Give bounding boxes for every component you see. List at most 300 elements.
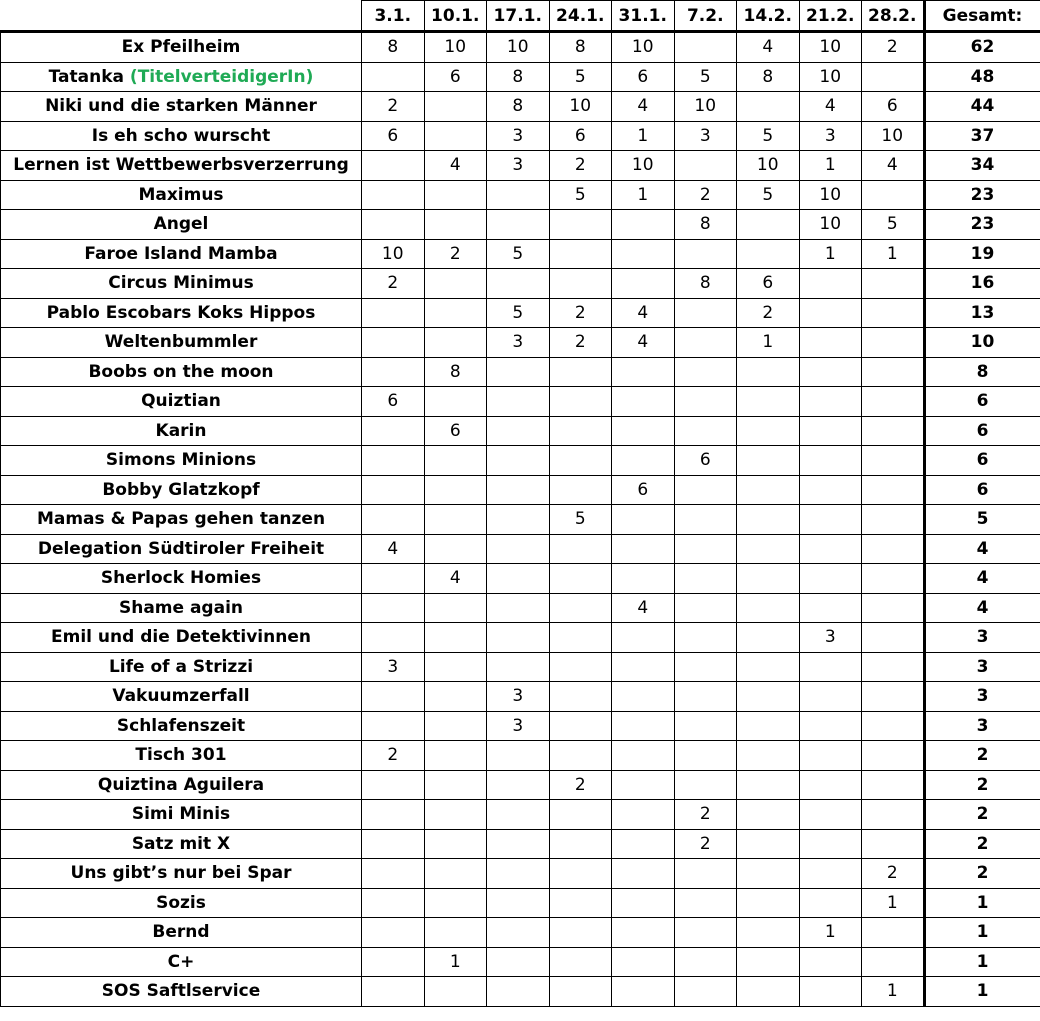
score-cell: 3 xyxy=(362,652,425,682)
score-cell xyxy=(862,475,925,505)
table-row xyxy=(1,62,1040,92)
score-cell: 4 xyxy=(424,564,487,594)
score-cell xyxy=(487,564,550,594)
score-cell xyxy=(674,977,737,1007)
score-cell: 2 xyxy=(362,269,425,299)
team-name-cell xyxy=(1,770,362,800)
score-cell xyxy=(862,800,925,830)
score-cell xyxy=(862,328,925,358)
score-cell xyxy=(487,534,550,564)
score-cell xyxy=(612,564,675,594)
score-cell xyxy=(362,711,425,741)
table-row xyxy=(1,121,1040,151)
score-cell: 6 xyxy=(737,269,800,299)
score-cell xyxy=(362,564,425,594)
team-name-cell xyxy=(1,446,362,476)
score-cell: 4 xyxy=(612,328,675,358)
score-cell xyxy=(612,741,675,771)
team-name: Life of a Strizzi xyxy=(108,656,254,677)
score-cell xyxy=(424,298,487,328)
score-cell xyxy=(549,800,612,830)
score-cell xyxy=(549,564,612,594)
table-row xyxy=(1,682,1040,712)
score-cell xyxy=(674,918,737,948)
score-cell: 1 xyxy=(862,239,925,269)
table-row xyxy=(1,564,1040,594)
score-cell: 4 xyxy=(362,534,425,564)
score-cell: 5 xyxy=(549,505,612,535)
score-cell: 5 xyxy=(487,239,550,269)
score-cell xyxy=(862,534,925,564)
score-cell: 4 xyxy=(612,298,675,328)
score-cell xyxy=(737,446,800,476)
score-cell xyxy=(799,888,862,918)
score-cell: 2 xyxy=(424,239,487,269)
score-cell xyxy=(674,593,737,623)
score-cell: 5 xyxy=(487,298,550,328)
score-cell xyxy=(424,387,487,417)
score-cell xyxy=(612,977,675,1007)
score-cell xyxy=(674,32,737,63)
score-cell xyxy=(549,652,612,682)
score-cell xyxy=(737,387,800,417)
score-cell xyxy=(362,446,425,476)
score-cell xyxy=(424,505,487,535)
score-cell: 10 xyxy=(862,121,925,151)
score-cell xyxy=(737,977,800,1007)
score-cell: 6 xyxy=(362,121,425,151)
score-cell xyxy=(424,829,487,859)
score-cell xyxy=(424,977,487,1007)
team-name-cell xyxy=(1,180,362,210)
team-name-cell xyxy=(1,593,362,623)
team-name-cell xyxy=(1,328,362,358)
header-date-cell: 7.2. xyxy=(674,1,737,32)
total-cell: 19 xyxy=(924,239,1040,269)
score-cell xyxy=(362,918,425,948)
table-row xyxy=(1,475,1040,505)
score-cell: 1 xyxy=(799,239,862,269)
team-name-cell xyxy=(1,416,362,446)
score-cell xyxy=(737,918,800,948)
total-cell: 34 xyxy=(924,151,1040,181)
score-cell: 5 xyxy=(549,180,612,210)
score-cell xyxy=(612,652,675,682)
score-cell xyxy=(799,829,862,859)
score-cell: 4 xyxy=(737,32,800,63)
score-cell xyxy=(549,475,612,505)
score-cell xyxy=(487,800,550,830)
score-cell xyxy=(362,770,425,800)
score-cell: 1 xyxy=(612,180,675,210)
score-cell xyxy=(799,770,862,800)
total-cell: 1 xyxy=(924,918,1040,948)
table-row xyxy=(1,32,1040,63)
score-cell xyxy=(674,298,737,328)
total-cell: 2 xyxy=(924,770,1040,800)
table-row xyxy=(1,298,1040,328)
score-cell: 8 xyxy=(737,62,800,92)
score-cell xyxy=(487,357,550,387)
score-cell xyxy=(362,623,425,653)
score-cell xyxy=(362,210,425,240)
header-date-cell: 31.1. xyxy=(612,1,675,32)
score-cell xyxy=(737,888,800,918)
score-cell xyxy=(862,298,925,328)
score-cell xyxy=(362,151,425,181)
team-name-cell xyxy=(1,859,362,889)
score-cell: 3 xyxy=(799,623,862,653)
team-name-cell xyxy=(1,682,362,712)
score-cell xyxy=(612,387,675,417)
team-name: Quiztina Aguilera xyxy=(97,774,265,795)
header-row xyxy=(1,1,1040,32)
score-cell xyxy=(674,416,737,446)
score-cell: 4 xyxy=(799,92,862,122)
header-date-cell: 21.2. xyxy=(799,1,862,32)
score-cell xyxy=(799,534,862,564)
total-cell: 1 xyxy=(924,977,1040,1007)
total-cell: 5 xyxy=(924,505,1040,535)
score-cell xyxy=(362,829,425,859)
score-cell: 10 xyxy=(424,32,487,63)
score-cell xyxy=(424,741,487,771)
score-cell xyxy=(799,564,862,594)
score-cell xyxy=(862,446,925,476)
table-row xyxy=(1,416,1040,446)
score-cell xyxy=(674,151,737,181)
team-name-cell xyxy=(1,387,362,417)
score-cell: 10 xyxy=(612,151,675,181)
score-cell xyxy=(612,888,675,918)
team-name: Bernd xyxy=(152,922,210,943)
score-cell xyxy=(487,947,550,977)
team-name: Boobs on the moon xyxy=(88,361,274,382)
score-cell: 3 xyxy=(487,682,550,712)
team-name-cell xyxy=(1,888,362,918)
score-cell xyxy=(799,652,862,682)
score-cell xyxy=(862,829,925,859)
team-name: Angel xyxy=(153,214,209,235)
score-cell: 8 xyxy=(549,32,612,63)
score-cell xyxy=(362,416,425,446)
score-cell xyxy=(737,357,800,387)
total-cell: 1 xyxy=(924,947,1040,977)
score-cell: 10 xyxy=(737,151,800,181)
table-row xyxy=(1,328,1040,358)
team-name-cell xyxy=(1,298,362,328)
score-cell: 5 xyxy=(737,121,800,151)
score-cell: 10 xyxy=(799,180,862,210)
total-cell: 10 xyxy=(924,328,1040,358)
score-cell xyxy=(862,770,925,800)
score-cell: 2 xyxy=(674,180,737,210)
table-row xyxy=(1,210,1040,240)
team-name-cell xyxy=(1,210,362,240)
team-name: Ex Pfeilheim xyxy=(121,37,241,58)
score-cell xyxy=(799,357,862,387)
score-cell xyxy=(549,682,612,712)
table-row xyxy=(1,180,1040,210)
score-cell xyxy=(862,505,925,535)
team-name-cell xyxy=(1,918,362,948)
total-cell: 2 xyxy=(924,859,1040,889)
score-cell xyxy=(362,328,425,358)
score-cell xyxy=(799,269,862,299)
team-name: Weltenbummler xyxy=(104,332,258,353)
score-cell: 10 xyxy=(362,239,425,269)
score-cell: 6 xyxy=(612,475,675,505)
total-cell: 6 xyxy=(924,416,1040,446)
score-cell: 6 xyxy=(424,416,487,446)
score-cell xyxy=(737,564,800,594)
team-name-cell xyxy=(1,151,362,181)
score-cell: 2 xyxy=(737,298,800,328)
score-cell xyxy=(612,446,675,476)
score-cell xyxy=(487,387,550,417)
team-name-cell xyxy=(1,977,362,1007)
table-header xyxy=(1,1,1040,32)
score-cell xyxy=(424,888,487,918)
score-cell xyxy=(362,357,425,387)
score-cell xyxy=(487,918,550,948)
score-cell xyxy=(424,446,487,476)
score-cell xyxy=(862,416,925,446)
team-name-cell xyxy=(1,357,362,387)
score-cell xyxy=(424,652,487,682)
score-cell xyxy=(612,711,675,741)
score-cell: 4 xyxy=(612,593,675,623)
score-cell: 2 xyxy=(549,328,612,358)
score-cell xyxy=(674,859,737,889)
score-cell xyxy=(674,682,737,712)
score-cell xyxy=(424,534,487,564)
total-cell: 23 xyxy=(924,180,1040,210)
score-cell xyxy=(549,741,612,771)
score-cell xyxy=(674,741,737,771)
score-cell: 2 xyxy=(862,32,925,63)
score-cell xyxy=(549,977,612,1007)
total-cell: 3 xyxy=(924,682,1040,712)
score-cell: 2 xyxy=(862,859,925,889)
score-cell xyxy=(424,180,487,210)
score-cell xyxy=(862,918,925,948)
team-name: Uns gibt’s nur bei Spar xyxy=(70,863,292,884)
score-cell xyxy=(612,210,675,240)
team-name-cell xyxy=(1,534,362,564)
score-cell: 5 xyxy=(862,210,925,240)
score-cell xyxy=(612,623,675,653)
total-cell: 16 xyxy=(924,269,1040,299)
score-cell: 1 xyxy=(799,151,862,181)
score-cell xyxy=(737,416,800,446)
team-name: Vakuumzerfall xyxy=(112,686,250,707)
score-cell xyxy=(674,652,737,682)
score-cell xyxy=(612,357,675,387)
score-cell xyxy=(549,357,612,387)
score-cell xyxy=(737,682,800,712)
header-total-cell: Gesamt: xyxy=(924,1,1040,32)
total-cell: 6 xyxy=(924,387,1040,417)
score-cell: 6 xyxy=(362,387,425,417)
score-cell xyxy=(424,92,487,122)
table-row xyxy=(1,770,1040,800)
total-cell: 48 xyxy=(924,62,1040,92)
score-cell xyxy=(549,859,612,889)
team-note: (TitelverteidigerIn) xyxy=(129,66,314,87)
score-cell xyxy=(799,387,862,417)
score-cell xyxy=(549,593,612,623)
score-cell xyxy=(424,711,487,741)
score-cell: 8 xyxy=(487,92,550,122)
score-cell xyxy=(674,505,737,535)
score-cell: 1 xyxy=(424,947,487,977)
score-cell: 4 xyxy=(862,151,925,181)
team-name: SOS Saftlservice xyxy=(101,981,261,1002)
score-cell xyxy=(549,888,612,918)
score-cell xyxy=(487,446,550,476)
header-date-cell: 24.1. xyxy=(549,1,612,32)
team-name-cell xyxy=(1,475,362,505)
score-cell xyxy=(674,475,737,505)
team-name-cell xyxy=(1,564,362,594)
team-name: Tisch 301 xyxy=(135,745,227,766)
team-name: Karin xyxy=(155,420,207,441)
team-name: C+ xyxy=(167,951,195,972)
team-name-cell xyxy=(1,505,362,535)
score-cell xyxy=(862,564,925,594)
team-name: Is eh scho wurscht xyxy=(91,125,271,146)
score-cell xyxy=(549,918,612,948)
score-cell xyxy=(487,210,550,240)
team-name-cell xyxy=(1,623,362,653)
score-cell xyxy=(549,239,612,269)
team-name-cell xyxy=(1,121,362,151)
total-cell: 3 xyxy=(924,652,1040,682)
score-cell: 1 xyxy=(737,328,800,358)
total-cell: 8 xyxy=(924,357,1040,387)
score-cell: 3 xyxy=(487,328,550,358)
score-cell xyxy=(674,239,737,269)
table-row xyxy=(1,239,1040,269)
table-body xyxy=(1,32,1040,1007)
score-cell xyxy=(799,977,862,1007)
score-cell xyxy=(362,682,425,712)
score-cell: 1 xyxy=(862,977,925,1007)
score-cell: 6 xyxy=(424,62,487,92)
score-cell xyxy=(362,180,425,210)
score-cell: 10 xyxy=(549,92,612,122)
table-row xyxy=(1,741,1040,771)
team-name: Delegation Südtiroler Freiheit xyxy=(37,538,325,559)
total-cell: 62 xyxy=(924,32,1040,63)
score-cell xyxy=(549,446,612,476)
score-cell xyxy=(549,269,612,299)
score-cell xyxy=(737,711,800,741)
table-row xyxy=(1,829,1040,859)
score-cell xyxy=(362,62,425,92)
score-cell xyxy=(487,770,550,800)
team-name: Bobby Glatzkopf xyxy=(102,479,260,500)
score-cell xyxy=(799,416,862,446)
score-cell xyxy=(487,593,550,623)
team-name: Simons Minions xyxy=(105,450,257,471)
table-row xyxy=(1,888,1040,918)
score-cell xyxy=(424,593,487,623)
score-cell: 10 xyxy=(799,210,862,240)
score-cell xyxy=(487,859,550,889)
team-name: Sozis xyxy=(156,892,206,913)
table-row xyxy=(1,859,1040,889)
team-name: Schlafenszeit xyxy=(116,715,246,736)
score-cell: 10 xyxy=(612,32,675,63)
score-cell: 4 xyxy=(424,151,487,181)
score-cell xyxy=(674,947,737,977)
score-cell xyxy=(862,180,925,210)
score-cell xyxy=(487,416,550,446)
score-cell xyxy=(487,475,550,505)
total-cell: 23 xyxy=(924,210,1040,240)
score-cell xyxy=(612,416,675,446)
score-cell: 6 xyxy=(674,446,737,476)
score-cell xyxy=(799,298,862,328)
team-name: Simi Minis xyxy=(131,804,231,825)
score-cell: 10 xyxy=(674,92,737,122)
total-cell: 37 xyxy=(924,121,1040,151)
score-cell xyxy=(487,180,550,210)
score-cell xyxy=(549,623,612,653)
score-cell xyxy=(737,623,800,653)
score-cell xyxy=(862,623,925,653)
team-name: Quiztian xyxy=(141,391,221,412)
score-cell xyxy=(487,623,550,653)
score-cell: 3 xyxy=(487,121,550,151)
score-cell xyxy=(799,328,862,358)
score-cell xyxy=(799,475,862,505)
team-name-cell xyxy=(1,269,362,299)
team-name: Circus Minimus xyxy=(108,273,254,294)
score-cell xyxy=(487,977,550,1007)
score-cell xyxy=(862,269,925,299)
score-cell xyxy=(737,859,800,889)
score-cell xyxy=(549,534,612,564)
table-row xyxy=(1,92,1040,122)
team-name-cell xyxy=(1,32,362,63)
team-name: Faroe Island Mamba xyxy=(84,243,278,264)
team-name: Shame again xyxy=(118,597,244,618)
score-cell xyxy=(799,800,862,830)
score-cell xyxy=(862,682,925,712)
score-cell: 6 xyxy=(549,121,612,151)
score-cell xyxy=(799,505,862,535)
score-cell xyxy=(424,800,487,830)
score-cell xyxy=(362,888,425,918)
table-row xyxy=(1,505,1040,535)
score-cell: 1 xyxy=(799,918,862,948)
score-cell xyxy=(612,534,675,564)
score-cell xyxy=(799,682,862,712)
score-cell: 2 xyxy=(549,151,612,181)
score-cell xyxy=(612,800,675,830)
team-name-cell xyxy=(1,829,362,859)
score-cell xyxy=(737,210,800,240)
total-cell: 13 xyxy=(924,298,1040,328)
score-cell xyxy=(862,652,925,682)
score-cell xyxy=(424,328,487,358)
header-corner-cell xyxy=(1,1,362,32)
score-cell xyxy=(549,947,612,977)
score-cell: 3 xyxy=(487,151,550,181)
